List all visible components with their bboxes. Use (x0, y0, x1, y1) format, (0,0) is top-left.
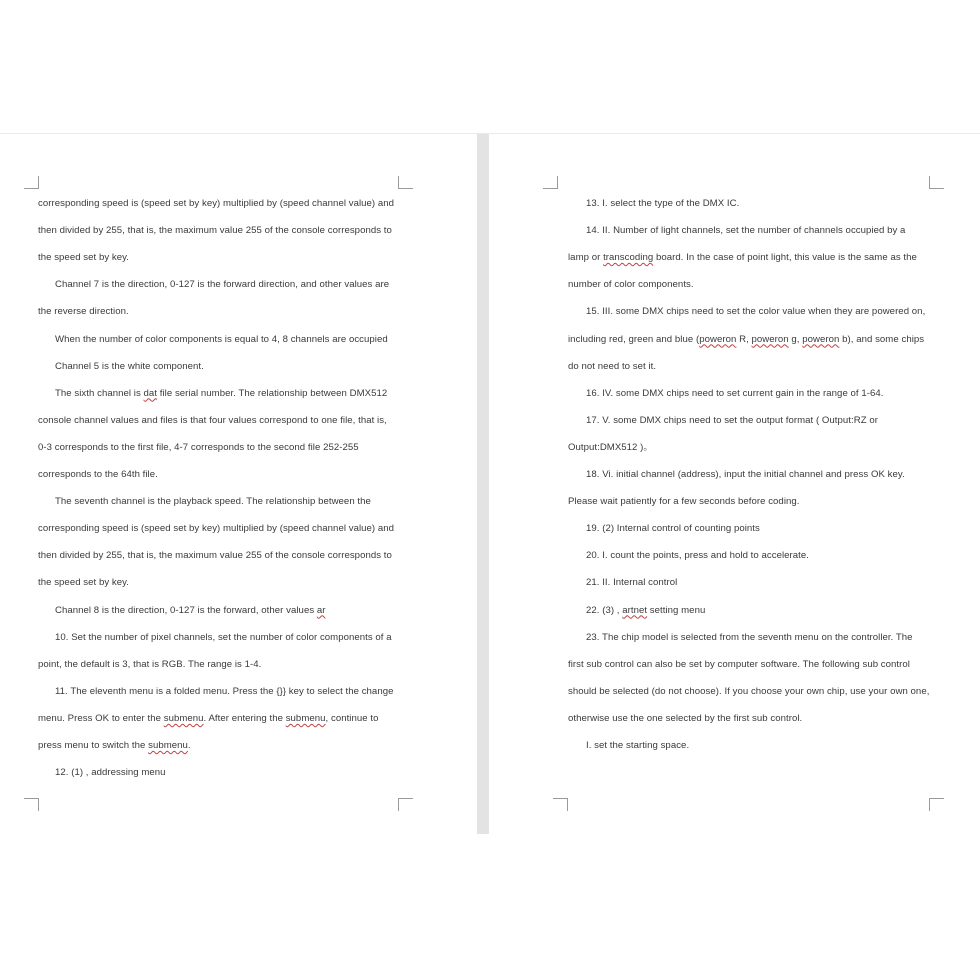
text-line: lamp or transcoding board. In the case of point light, this value is the same as the (568, 252, 917, 264)
text-line: point, the default is 3, that is RGB. The range is 1-4. (38, 658, 262, 670)
text-line: including red, green and blue (poweron R, poweron g, poweron b), and some chips (568, 333, 925, 345)
text-line: then divided by 255, that is, the maximum value 255 of the console corresponds to (38, 550, 392, 562)
spelling-squiggle: ar (316, 604, 326, 616)
text-line: the speed set by key. (38, 252, 130, 264)
text-line: corresponding speed is (speed set by key) multiplied by (speed channel value) and (38, 523, 395, 535)
text-line: The seventh channel is the playback speed. The relationship between the (55, 496, 371, 508)
text-line: Please wait patiently for a few seconds before coding. (568, 496, 800, 508)
spelling-squiggle: poweron (699, 333, 737, 345)
text-line: 14. II. Number of light channels, set the number of channels occupied by a (586, 225, 906, 237)
margin-mark-bottom-left (24, 798, 39, 811)
page-left (0, 134, 470, 834)
text-line: console channel values and files is that four values correspond to one file, that is, (38, 414, 387, 426)
text-line: 20. I. count the points, press and hold to accelerate. (586, 550, 809, 562)
text-line: should be selected (do not choose). If you choose your own chip, use your own one, (568, 685, 930, 697)
text-line: first sub control can also be set by computer software. The following sub control (568, 658, 910, 670)
margin-mark-top-left (24, 176, 39, 189)
text-line: Channel 7 is the direction, 0-127 is the forward direction, and other values are (55, 279, 390, 291)
text-line: number of color components. (568, 279, 694, 291)
text-line: 21. II. Internal control (586, 577, 678, 589)
text-line: 19. (2) Internal control of counting points (586, 523, 760, 535)
text-line: do not need to set it. (568, 360, 657, 372)
text-line: When the number of color components is equal to 4, 8 channels are occupied (55, 333, 388, 345)
text-line: then divided by 255, that is, the maximum value 255 of the console corresponds to (38, 225, 392, 237)
text-line: 18. Vi. initial channel (address), input the initial channel and press OK key. (586, 469, 905, 480)
spelling-squiggle: submenu (163, 712, 204, 724)
margin-mark-top-right (398, 176, 413, 189)
spelling-squiggle: artnet (622, 604, 648, 616)
text-line: otherwise use the one selected by the first sub control. (568, 712, 803, 724)
text-line: 12. (1) , addressing menu (55, 767, 166, 779)
text-line: menu. Press OK to enter the submenu. After entering the submenu, continue to (38, 712, 379, 724)
text-line: 0-3 corresponds to the first file, 4-7 corresponds to the second file 252-255 (38, 441, 359, 453)
page-right (489, 134, 959, 834)
text-line: the speed set by key. (38, 577, 130, 589)
text-line: Channel 8 is the direction, 0-127 is the forward, other values ar (55, 604, 326, 616)
text-line: Output:DMX512 )。 (568, 441, 654, 453)
text-line: 23. The chip model is selected from the seventh menu on the controller. The (586, 631, 913, 643)
text-line: the reverse direction. (38, 306, 129, 318)
text-line: 11. The eleventh menu is a folded menu. Press the {}} key to select the change (55, 685, 394, 697)
text-line: 17. V. some DMX chips need to set the output format ( Output:RZ or (586, 414, 878, 426)
page-gutter (477, 134, 489, 834)
text-line: 16. IV. some DMX chips need to set current gain in the range of 1-64. (586, 387, 884, 399)
text-line: corresponds to the 64th file. (38, 469, 158, 480)
spelling-squiggle: poweron (802, 333, 840, 345)
spelling-squiggle: submenu (285, 712, 326, 724)
text-line: 10. Set the number of pixel channels, set the number of color components of a (55, 631, 392, 643)
text-line: Channel 5 is the white component. (55, 360, 204, 372)
text-line: 13. I. select the type of the DMX IC. (586, 198, 740, 209)
margin-mark-bottom-right (398, 798, 413, 811)
text-line: I. set the starting space. (586, 740, 690, 751)
text-line: press menu to switch the submenu. (38, 740, 191, 751)
spelling-squiggle: transcoding (603, 252, 654, 264)
text-line: The sixth channel is dat file serial number. The relationship between DMX512 (55, 387, 388, 399)
margin-mark-bottom-left (553, 798, 568, 811)
text-line: 15. III. some DMX chips need to set the color value when they are powered on, (586, 306, 926, 318)
spelling-squiggle: submenu (148, 740, 188, 751)
margin-mark-top-right (929, 176, 944, 189)
spelling-squiggle: dat (143, 387, 158, 399)
spelling-squiggle: poweron (751, 333, 789, 345)
text-line: corresponding speed is (speed set by key) multiplied by (speed channel value) and (38, 198, 395, 209)
text-line: 22. (3) , artnet setting menu (586, 604, 706, 616)
margin-mark-top-left (543, 176, 558, 189)
margin-mark-bottom-right (929, 798, 944, 811)
